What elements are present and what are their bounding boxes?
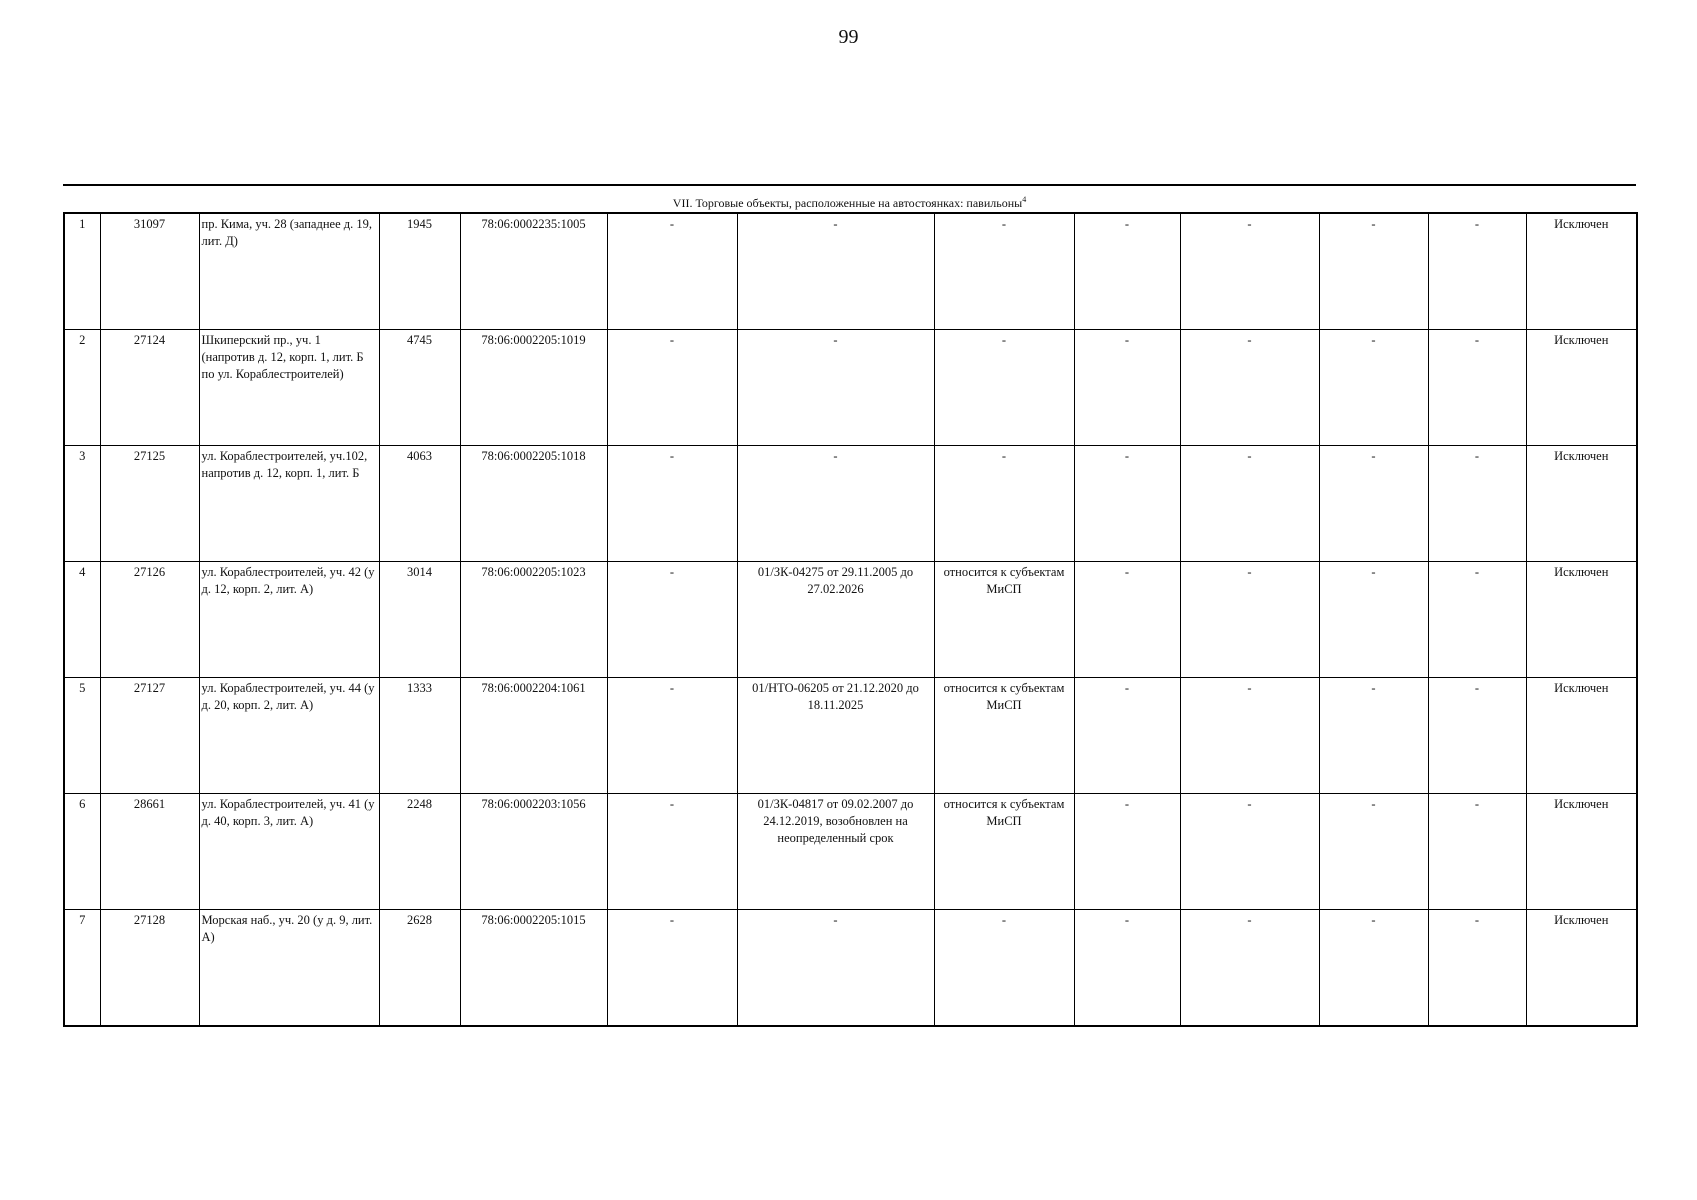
cadastral-number-cell: 78:06:0002205:1019 [460, 330, 607, 446]
column-10-cell: - [1180, 562, 1319, 678]
object-id-cell: 27125 [100, 446, 199, 562]
column-9-cell: - [1074, 446, 1180, 562]
column-6-cell: - [607, 910, 737, 1027]
table-row [64, 678, 1637, 794]
objects-table-container [63, 184, 1636, 1027]
table-row [64, 910, 1637, 1027]
column-10-cell: - [1180, 678, 1319, 794]
column-6-cell: - [607, 330, 737, 446]
area-cell: 3014 [379, 562, 460, 678]
result-cell: Исключен [1526, 213, 1637, 330]
column-10-cell: - [1180, 794, 1319, 910]
smb-status-cell: относится к субъектам МиСП [934, 678, 1074, 794]
smb-status-cell: - [934, 910, 1074, 1027]
table-row [64, 330, 1637, 446]
column-12-cell: - [1428, 794, 1526, 910]
column-10-cell: - [1180, 330, 1319, 446]
object-id-cell: 27127 [100, 678, 199, 794]
cadastral-number-cell: 78:06:0002205:1015 [460, 910, 607, 1027]
column-12-cell: - [1428, 678, 1526, 794]
area-cell: 1333 [379, 678, 460, 794]
column-6-cell: - [607, 562, 737, 678]
column-9-cell: - [1074, 330, 1180, 446]
column-6-cell: - [607, 794, 737, 910]
object-id-cell: 27128 [100, 910, 199, 1027]
contract-cell: - [737, 213, 934, 330]
row-number-cell: 3 [64, 446, 100, 562]
column-6-cell: - [607, 446, 737, 562]
cadastral-number-cell: 78:06:0002203:1056 [460, 794, 607, 910]
column-12-cell: - [1428, 910, 1526, 1027]
area-cell: 4745 [379, 330, 460, 446]
result-cell: Исключен [1526, 910, 1637, 1027]
column-9-cell: - [1074, 910, 1180, 1027]
address-cell: пр. Кима, уч. 28 (западнее д. 19, лит. Д) [199, 213, 379, 330]
column-11-cell: - [1319, 562, 1428, 678]
smb-status-cell: - [934, 330, 1074, 446]
row-number-cell: 4 [64, 562, 100, 678]
contract-cell: - [737, 446, 934, 562]
column-10-cell: - [1180, 910, 1319, 1027]
column-11-cell: - [1319, 678, 1428, 794]
column-9-cell: - [1074, 678, 1180, 794]
area-cell: 2248 [379, 794, 460, 910]
column-11-cell: - [1319, 446, 1428, 562]
address-cell: ул. Кораблестроителей, уч. 44 (у д. 20, корп. 2, лит. А) [199, 678, 379, 794]
contract-cell: 01/НТО-06205 от 21.12.2020 до 18.11.2025 [737, 678, 934, 794]
contract-cell: 01/ЗК-04275 от 29.11.2005 до 27.02.2026 [737, 562, 934, 678]
contract-cell: 01/ЗК-04817 от 09.02.2007 до 24.12.2019, возобновлен на неопределенный срок [737, 794, 934, 910]
cadastral-number-cell: 78:06:0002205:1023 [460, 562, 607, 678]
table-row [64, 794, 1637, 910]
address-cell: ул. Кораблестроителей, уч. 41 (у д. 40, корп. 3, лит. А) [199, 794, 379, 910]
contract-cell: - [737, 330, 934, 446]
section-title-text: VII. Торговые объекты, расположенные на автостоянках: павильоны [672, 196, 1023, 210]
column-10-cell: - [1180, 213, 1319, 330]
result-cell: Исключен [1526, 446, 1637, 562]
result-cell: Исключен [1526, 330, 1637, 446]
column-11-cell: - [1319, 910, 1428, 1027]
object-id-cell: 27124 [100, 330, 199, 446]
row-number-cell: 5 [64, 678, 100, 794]
area-cell: 4063 [379, 446, 460, 562]
column-9-cell: - [1074, 794, 1180, 910]
area-cell: 1945 [379, 213, 460, 330]
column-10-cell: - [1180, 446, 1319, 562]
object-id-cell: 28661 [100, 794, 199, 910]
area-cell: 2628 [379, 910, 460, 1027]
column-12-cell: - [1428, 446, 1526, 562]
column-9-cell: - [1074, 562, 1180, 678]
result-cell: Исключен [1526, 678, 1637, 794]
column-6-cell: - [607, 213, 737, 330]
column-11-cell: - [1319, 330, 1428, 446]
column-6-cell: - [607, 678, 737, 794]
cadastral-number-cell: 78:06:0002205:1018 [460, 446, 607, 562]
row-number-cell: 6 [64, 794, 100, 910]
object-id-cell: 27126 [100, 562, 199, 678]
object-id-cell: 31097 [100, 213, 199, 330]
smb-status-cell: - [934, 213, 1074, 330]
column-12-cell: - [1428, 562, 1526, 678]
address-cell: Шкиперский пр., уч. 1 (напротив д. 12, корп. 1, лит. Б по ул. Кораблестроителей) [199, 330, 379, 446]
column-11-cell: - [1319, 794, 1428, 910]
column-9-cell: - [1074, 213, 1180, 330]
objects-table [63, 212, 1638, 1027]
table-row [64, 562, 1637, 678]
address-cell: ул. Кораблестроителей, уч.102, напротив д. 12, корп. 1, лит. Б [199, 446, 379, 562]
row-number-cell: 7 [64, 910, 100, 1027]
smb-status-cell: - [934, 446, 1074, 562]
row-number-cell: 1 [64, 213, 100, 330]
table-row [64, 213, 1637, 330]
smb-status-cell: относится к субъектам МиСП [934, 794, 1074, 910]
column-12-cell: - [1428, 330, 1526, 446]
column-11-cell: - [1319, 213, 1428, 330]
address-cell: Морская наб., уч. 20 (у д. 9, лит. А) [199, 910, 379, 1027]
cadastral-number-cell: 78:06:0002235:1005 [460, 213, 607, 330]
table-row [64, 446, 1637, 562]
cadastral-number-cell: 78:06:0002204:1061 [460, 678, 607, 794]
address-cell: ул. Кораблестроителей, уч. 42 (у д. 12, корп. 2, лит. А) [199, 562, 379, 678]
result-cell: Исключен [1526, 794, 1637, 910]
result-cell: Исключен [1526, 562, 1637, 678]
section-title [63, 186, 1636, 212]
contract-cell: - [737, 910, 934, 1027]
row-number-cell: 2 [64, 330, 100, 446]
column-12-cell: - [1428, 213, 1526, 330]
footnote-marker: 4 [1022, 195, 1027, 204]
page-number: 99 [838, 26, 859, 48]
smb-status-cell: относится к субъектам МиСП [934, 562, 1074, 678]
